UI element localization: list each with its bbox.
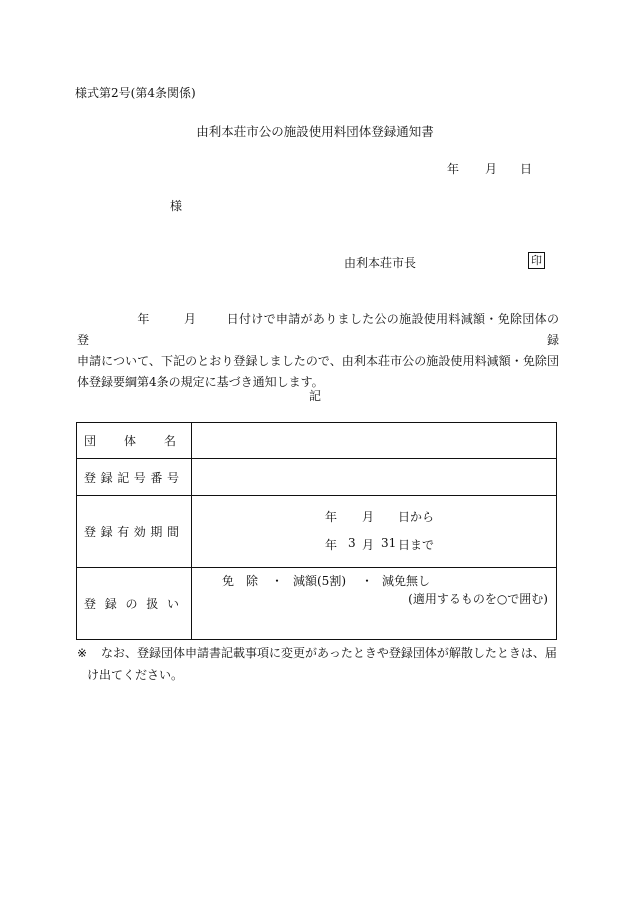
body-line-2: 申請について、下記のとおり登録しましたので、由利本荘市公の施設使用料減額・免除団 [77,354,559,368]
group-name-label: 団体名 [84,434,176,448]
date-day-label: 日 [520,162,533,176]
period-label-cell [77,496,192,568]
handling-option-none[interactable]: 減免無し [382,574,431,588]
period-label: 登録有効期間 [84,525,179,539]
reg-number-label-cell [77,459,192,496]
body-line-1 [77,309,559,351]
group-name-value-cell[interactable] [192,423,557,459]
table-row-reg-number [77,459,557,496]
date-month-label: 月 [485,162,498,176]
group-name-label-cell [77,423,192,459]
handling-option-reduction[interactable]: 減額(5割) [293,574,346,588]
period-end-year: 年 [325,538,338,552]
note-mark: ※ [77,646,88,660]
period-start-month: 月 [362,510,375,524]
note-line-2: け出てください。 [87,668,184,682]
period-start-year: 年 [325,510,338,524]
period-start-line [192,508,556,530]
period-start-day-from: 日から [398,510,435,524]
seal-stamp: 印 [528,252,545,269]
registration-table [76,422,557,640]
period-end-day-number: 31 [381,536,397,550]
handling-option-exemption[interactable]: 免 除 [222,574,259,588]
period-end-day-until: 日まで [398,538,435,552]
handling-separator-1: ・ [271,574,284,588]
handling-instruction: (適用するものを○で囲む) [408,592,548,606]
date-year-label: 年 [447,162,460,176]
document-title: 由利本荘市公の施設使用料団体登録通知書 [196,124,434,139]
handling-value-cell [192,568,557,640]
table-row-validity-period [77,496,557,568]
footnote [77,642,557,686]
handling-label-cell [77,568,192,640]
period-end-month-number: 3 [348,536,356,550]
ki-heading: 記 [308,389,321,403]
recipient-honorific: 様 [170,199,183,213]
body-year: 年 [137,312,150,326]
period-value-cell[interactable] [192,496,557,568]
issuer-name: 由利本荘市長 [344,256,417,270]
handling-separator-2: ・ [361,574,374,588]
handling-label: 登録の扱い [84,597,179,611]
body-line-1-text: 日付けで申請がありました公の施設使用料減額・免除団体の登録 [77,312,559,347]
period-end-line [192,536,556,558]
body-month: 月 [183,312,197,326]
reg-number-label: 登録記号番号 [84,470,179,485]
note-line-1: なお、登録団体申請書記載事項に変更があったときや登録団体が解散したときは、届 [101,646,557,660]
reg-number-value-cell[interactable] [192,459,557,496]
body-line-3: 体登録要綱第4条の規定に基づき通知します。 [77,375,324,389]
form-label: 様式第2号(第4条関係) [75,86,196,100]
period-end-month: 月 [362,538,375,552]
notification-body [77,309,559,393]
table-row-handling [77,568,557,640]
table-row-group-name [77,423,557,459]
